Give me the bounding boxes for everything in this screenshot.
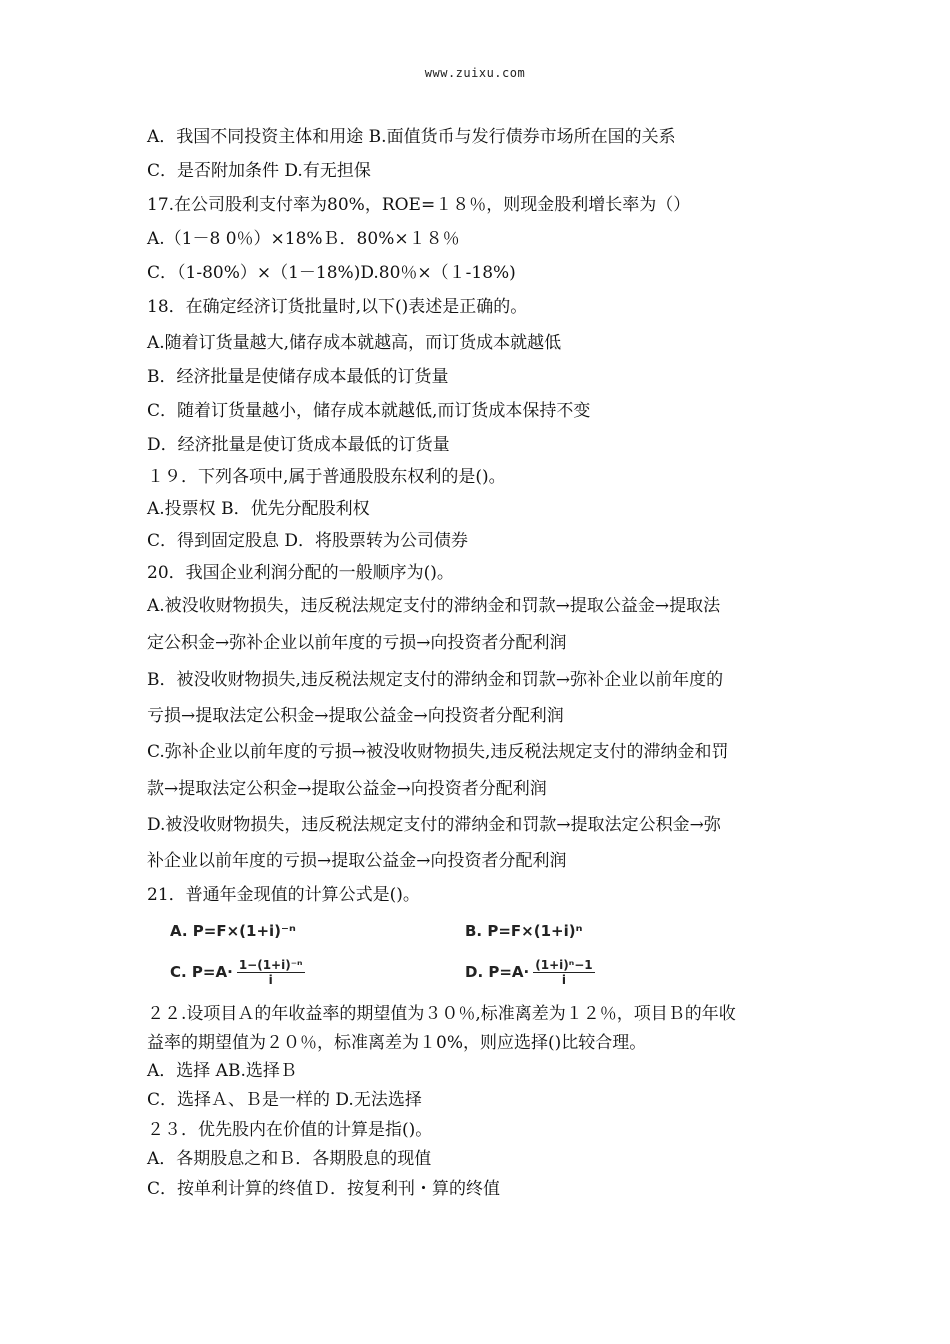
- text-line: A．选择 AB.选择Ｂ: [147, 1061, 297, 1081]
- formula-c-fraction: [237, 958, 305, 987]
- formula-c: [170, 958, 305, 987]
- formula-d: [465, 958, 595, 987]
- formula-d-numerator: (1+i)ⁿ−1: [535, 958, 593, 972]
- text-line: A．我国不同投资主体和用途 B.面值货币与发行债券市场所在国的关系: [147, 127, 676, 147]
- formula-b: B. P=F×(1+i)ⁿ: [465, 922, 583, 940]
- text-line: 亏损→提取法定公积金→提取公益金→向投资者分配利润: [147, 706, 564, 726]
- formula-c-numerator: 1−(1+i)⁻ⁿ: [238, 958, 303, 972]
- formula-c-denominator: i: [268, 973, 273, 987]
- question-21: 21．普通年金现值的计算公式是()。: [147, 885, 420, 905]
- formula-a: A. P=F×(1+i)⁻ⁿ: [170, 922, 296, 940]
- text-line: B．被没收财物损失,违反税法规定支付的滞纳金和罚款→弥补企业以前年度的: [147, 670, 724, 690]
- text-line: A．各期股息之和Ｂ．各期股息的现值: [147, 1149, 432, 1169]
- text-line: A.随着订货量越大,储存成本就越高，而订货成本就越低: [147, 333, 562, 353]
- text-line: A.被没收财物损失，违反税法规定支付的滞纳金和罚款→提取公益金→提取法: [147, 596, 721, 616]
- text-line: A.投票权 B．优先分配股利权: [147, 499, 370, 519]
- text-line: C．得到固定股息 D．将股票转为公司债券: [147, 531, 469, 551]
- question-18: 18．在确定经济订货批量时,以下()表述是正确的。: [147, 297, 528, 317]
- question-23: ２３．优先股内在价值的计算是指()。: [147, 1120, 433, 1140]
- text-line: C．按单利计算的终值Ｄ．按复利刊・算的终值: [147, 1179, 501, 1199]
- text-line: C．随着订货量越小，储存成本就越低,而订货成本保持不变: [147, 401, 591, 421]
- text-line: C．是否附加条件 D.有无担保: [147, 161, 371, 181]
- question-20: 20．我国企业利润分配的一般顺序为()。: [147, 563, 454, 583]
- text-line: 补企业以前年度的亏损→提取公益金→向投资者分配利润: [147, 851, 567, 871]
- formula-d-denominator: i: [561, 973, 566, 987]
- text-line: B．经济批量是使储存成本最低的订货量: [147, 367, 449, 387]
- text-line: D．经济批量是使订货成本最低的订货量: [147, 435, 450, 455]
- text-line: D.被没收财物损失，违反税法规定支付的滞纳金和罚款→提取法定公积金→弥: [147, 815, 721, 835]
- text-line: C．（1-80%）×（1－18%)D.80％×（１-18%): [147, 263, 516, 283]
- text-line: 定公积金→弥补企业以前年度的亏损→向投资者分配利润: [147, 633, 567, 653]
- formula-d-prefix: D. P=A·: [465, 963, 530, 981]
- text-line: C.弥补企业以前年度的亏损→被没收财物损失,违反税法规定支付的滞纳金和罚: [147, 742, 729, 762]
- formula-c-prefix: C. P=A·: [170, 963, 233, 981]
- text-line: A.（1－8 0％）×18%Ｂ．80%×１８％: [147, 229, 460, 249]
- text-line: 益率的期望值为２０％，标准离差为１0%，则应选择()比较合理。: [147, 1033, 647, 1053]
- question-17: 17.在公司股利支付率为80%，ROE=１８％，则现金股利增长率为（）: [147, 195, 691, 215]
- question-22: ２２.设项目Ａ的年收益率的期望值为３０％,标准离差为１２％，项目Ｂ的年收: [147, 1004, 736, 1024]
- text-line: 款→提取法定公积金→提取公益金→向投资者分配利润: [147, 779, 547, 799]
- question-19: １９．下列各项中,属于普通股股东权利的是()。: [147, 467, 506, 487]
- site-header: www.zuixu.com: [424, 66, 526, 80]
- text-line: C．选择Ａ、Ｂ是一样的 D.无法选择: [147, 1090, 422, 1110]
- formula-d-fraction: [533, 958, 594, 987]
